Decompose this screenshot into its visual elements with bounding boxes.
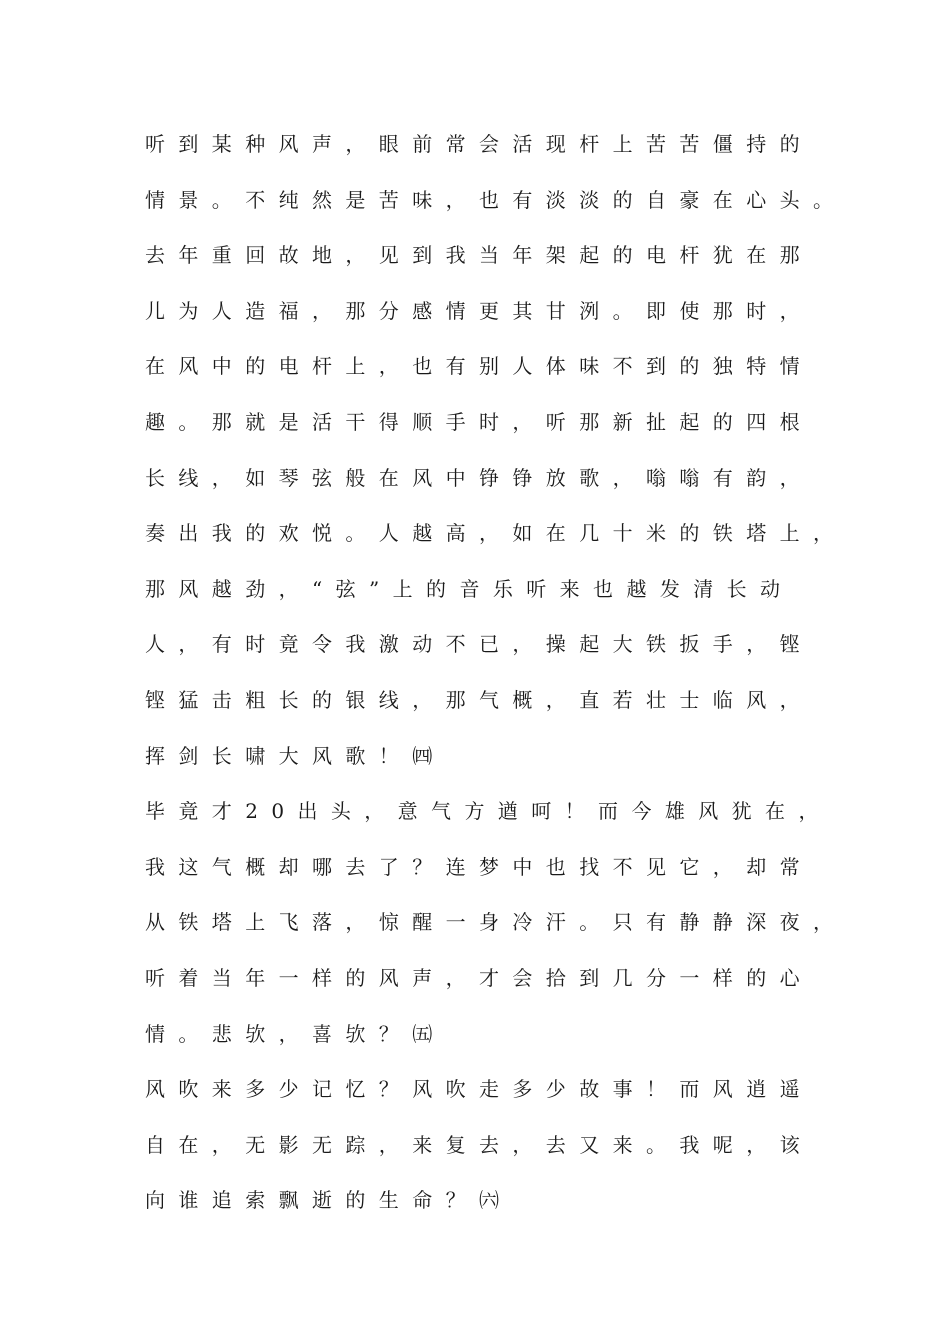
text-line: 自在，无影无踪，来复去，去又来。我呢，该 xyxy=(145,1132,813,1157)
text-line: 我这气概却哪去了？连梦中也找不见它，却常 xyxy=(145,854,813,879)
text-line: 风吹来多少记忆？风吹走多少故事！而风逍遥 xyxy=(145,1077,813,1102)
text-line: 在风中的电杆上，也有别人体味不到的独特情 xyxy=(145,354,813,379)
text-line: 人，有时竟令我激动不已，操起大铁扳手，铿 xyxy=(145,632,813,657)
text-line: 挥剑长啸大风歌！㈣ xyxy=(145,743,446,768)
body-text xyxy=(145,126,845,1238)
text-line: 铿猛击粗长的银线，那气概，直若壮士临风， xyxy=(145,687,813,712)
text-line: 毕竟才20出头，意气方遒呵！而今雄风犹在， xyxy=(145,799,832,824)
text-line: 听到某种风声，眼前常会活现杆上苦苦僵持的 xyxy=(145,132,813,156)
text-line: 向谁追索飘逝的生命？㈥ xyxy=(145,1188,513,1213)
text-line: 去年重回故地，见到我当年架起的电杆犹在那 xyxy=(145,243,813,268)
text-line: 情。悲欤，喜欤？㈤ xyxy=(145,1021,446,1046)
text-line: 儿为人造福，那分感情更其甘洌。即使那时， xyxy=(145,298,813,323)
text-line: 听着当年一样的风声，才会拾到几分一样的心 xyxy=(145,965,813,990)
text-line: 长线，如琴弦般在风中铮铮放歌，嗡嗡有韵， xyxy=(145,465,813,490)
text-line: 情景。不纯然是苦味，也有淡淡的自豪在心头。 xyxy=(145,187,847,212)
text-line: 那风越劲，“弦”上的音乐听来也越发清长动 xyxy=(145,576,794,601)
text-line: 从铁塔上飞落，惊醒一身冷汗。只有静静深夜， xyxy=(145,910,847,935)
text-line: 趣。那就是活干得顺手时，听那新扯起的四根 xyxy=(145,409,813,434)
text-line: 奏出我的欢悦。人越高，如在几十米的铁塔上， xyxy=(145,521,847,546)
